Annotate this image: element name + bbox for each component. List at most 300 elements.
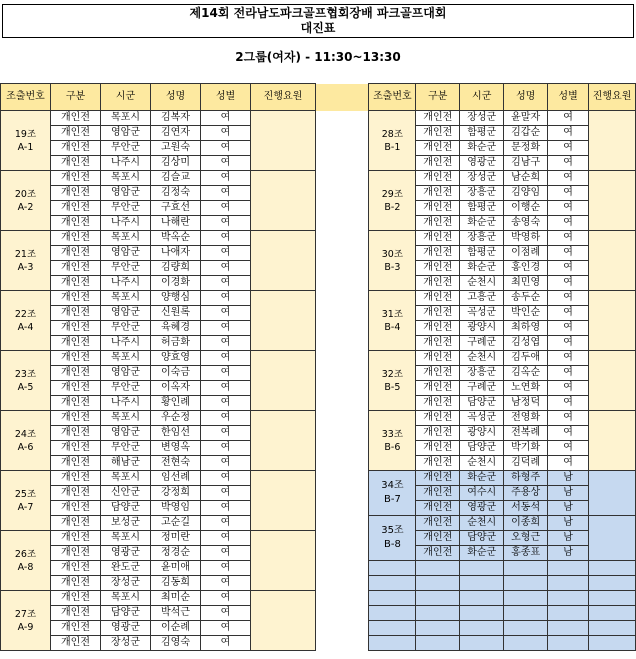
entry-name: 김상미 — [151, 156, 201, 171]
empty-cell — [589, 621, 636, 636]
col-staff: 진행요원 — [589, 84, 636, 111]
entry-type: 개인전 — [416, 381, 460, 396]
empty-cell — [548, 621, 589, 636]
entry-sex: 여 — [201, 291, 251, 306]
entry-sex: 여 — [201, 456, 251, 471]
column-gap — [316, 351, 335, 366]
staff-cell — [251, 111, 316, 171]
column-gap — [316, 336, 335, 351]
staff-cell — [589, 291, 636, 351]
empty-cell — [504, 576, 548, 591]
entry-city: 함평군 — [460, 126, 504, 141]
empty-cell — [416, 561, 460, 576]
entry-type: 개인전 — [51, 321, 101, 336]
entry-city: 무안군 — [101, 201, 151, 216]
entry-city: 영광군 — [101, 621, 151, 636]
entry-name: 양효영 — [151, 351, 201, 366]
column-gap — [334, 486, 369, 501]
entry-sex: 여 — [201, 561, 251, 576]
entry-type: 개인전 — [51, 426, 101, 441]
entry-city: 담양군 — [460, 396, 504, 411]
column-gap — [316, 156, 335, 171]
entry-city: 영암군 — [101, 126, 151, 141]
column-gap — [316, 186, 335, 201]
entry-name: 김동희 — [151, 576, 201, 591]
entry-name: 나해란 — [151, 216, 201, 231]
empty-cell — [504, 561, 548, 576]
empty-cell — [548, 576, 589, 591]
entry-city: 장성군 — [460, 171, 504, 186]
empty-cell — [548, 636, 589, 651]
entry-sex: 여 — [548, 396, 589, 411]
group-number: 23조 — [14, 368, 37, 380]
entry-type: 개인전 — [51, 261, 101, 276]
right-bracket-table — [334, 83, 636, 651]
entry-city: 순천시 — [460, 351, 504, 366]
entry-type: 개인전 — [416, 171, 460, 186]
entry-sex: 여 — [201, 216, 251, 231]
entry-type: 개인전 — [416, 156, 460, 171]
entry-type: 개인전 — [416, 336, 460, 351]
entry-city: 목포시 — [101, 531, 151, 546]
staff-cell — [589, 171, 636, 231]
bracket-label: 대진표 — [300, 21, 336, 35]
entry-type: 개인전 — [51, 336, 101, 351]
entry-type: 개인전 — [416, 531, 460, 546]
entry-sex: 여 — [201, 516, 251, 531]
entry-city: 신안군 — [101, 486, 151, 501]
column-gap — [316, 366, 335, 381]
column-gap — [316, 126, 335, 141]
table-row — [1, 171, 335, 186]
table-row — [334, 111, 636, 126]
column-gap — [316, 276, 335, 291]
empty-cell — [416, 636, 460, 651]
empty-cell — [460, 591, 504, 606]
column-gap — [316, 621, 335, 636]
entry-city: 영암군 — [101, 426, 151, 441]
entry-type: 개인전 — [51, 516, 101, 531]
entry-city: 화순군 — [460, 471, 504, 486]
group-cell — [1, 471, 51, 531]
column-gap — [334, 516, 369, 531]
column-gap — [316, 291, 335, 306]
entry-sex: 여 — [201, 636, 251, 651]
entry-sex: 여 — [548, 291, 589, 306]
entry-name: 김남구 — [504, 156, 548, 171]
staff-cell — [589, 516, 636, 561]
entry-sex: 여 — [548, 201, 589, 216]
staff-cell — [589, 231, 636, 291]
column-gap — [316, 396, 335, 411]
group-code: B-6 — [384, 441, 401, 453]
empty-cell — [589, 561, 636, 576]
entry-city: 순천시 — [460, 276, 504, 291]
entry-city: 목포시 — [101, 471, 151, 486]
group-number: 21조 — [14, 248, 37, 260]
col-type: 구분 — [416, 84, 460, 111]
entry-type: 개인전 — [51, 636, 101, 651]
entry-name: 윤미애 — [151, 561, 201, 576]
entry-city: 영암군 — [101, 306, 151, 321]
column-gap — [316, 141, 335, 156]
empty-cell — [504, 636, 548, 651]
entry-city: 무안군 — [101, 141, 151, 156]
table-row — [1, 231, 335, 246]
entry-city: 함평군 — [460, 201, 504, 216]
entry-city: 순천시 — [460, 516, 504, 531]
entry-name: 하형주 — [504, 471, 548, 486]
entry-sex: 여 — [201, 486, 251, 501]
column-gap — [316, 516, 335, 531]
entry-type: 개인전 — [51, 126, 101, 141]
group-code: A-5 — [17, 381, 34, 393]
column-gap — [316, 456, 335, 471]
entry-sex: 여 — [201, 111, 251, 126]
entry-type: 개인전 — [51, 441, 101, 456]
entry-name: 박옥순 — [151, 231, 201, 246]
entry-city: 영암군 — [101, 246, 151, 261]
column-gap — [316, 591, 335, 606]
entry-sex: 여 — [201, 321, 251, 336]
entry-city: 나주시 — [101, 216, 151, 231]
column-gap — [334, 381, 369, 396]
empty-cell — [589, 636, 636, 651]
entry-name: 김두애 — [504, 351, 548, 366]
entry-type: 개인전 — [51, 471, 101, 486]
entry-type: 개인전 — [51, 111, 101, 126]
column-gap — [334, 216, 369, 231]
entry-name: 변영옥 — [151, 441, 201, 456]
entry-city: 장흥군 — [460, 366, 504, 381]
group-number: 26조 — [14, 548, 37, 560]
entry-type: 개인전 — [51, 576, 101, 591]
entry-city: 목포시 — [101, 111, 151, 126]
entry-type: 개인전 — [51, 411, 101, 426]
entry-type: 개인전 — [416, 486, 460, 501]
entry-sex: 여 — [201, 531, 251, 546]
entry-city: 완도군 — [101, 561, 151, 576]
empty-row — [334, 606, 636, 621]
tournament-title: 제14회 전라남도파크골프협회장배 파크골프대회 — [189, 6, 447, 20]
group-cell — [369, 471, 416, 516]
group-number: 19조 — [14, 128, 37, 140]
entry-sex: 여 — [548, 156, 589, 171]
entry-city: 무안군 — [101, 261, 151, 276]
entry-name: 홍종표 — [504, 546, 548, 561]
column-gap — [334, 471, 369, 486]
column-gap — [334, 501, 369, 516]
entry-name: 나애자 — [151, 246, 201, 261]
group-cell — [1, 111, 51, 171]
entry-type: 개인전 — [51, 381, 101, 396]
staff-cell — [251, 531, 316, 591]
staff-cell — [251, 351, 316, 411]
column-gap — [334, 576, 369, 591]
entry-name: 김갑순 — [504, 126, 548, 141]
entry-city: 구례군 — [460, 336, 504, 351]
entry-type: 개인전 — [51, 456, 101, 471]
entry-name: 남순희 — [504, 171, 548, 186]
entry-name: 이순례 — [151, 621, 201, 636]
entry-sex: 여 — [201, 336, 251, 351]
entry-name: 이숙금 — [151, 366, 201, 381]
entry-city: 담양군 — [101, 501, 151, 516]
empty-cell — [369, 561, 416, 576]
entry-sex: 여 — [201, 381, 251, 396]
empty-cell — [369, 606, 416, 621]
entry-name: 김정숙 — [151, 186, 201, 201]
entry-type: 개인전 — [416, 441, 460, 456]
group-number: 28조 — [381, 128, 404, 140]
empty-cell — [460, 576, 504, 591]
column-gap — [316, 84, 335, 111]
group-cell — [1, 171, 51, 231]
column-gap — [334, 321, 369, 336]
entry-city: 곡성군 — [460, 411, 504, 426]
left-bracket-table — [0, 83, 335, 651]
entry-sex: 여 — [201, 591, 251, 606]
table-row — [334, 351, 636, 366]
entry-name: 최하영 — [504, 321, 548, 336]
entry-city: 나주시 — [101, 336, 151, 351]
entry-type: 개인전 — [416, 141, 460, 156]
column-gap — [316, 486, 335, 501]
group-number: 32조 — [381, 368, 404, 380]
entry-city: 목포시 — [101, 351, 151, 366]
entry-name: 박석근 — [151, 606, 201, 621]
entry-sex: 여 — [201, 276, 251, 291]
entry-type: 개인전 — [416, 216, 460, 231]
staff-cell — [589, 411, 636, 471]
column-gap — [316, 231, 335, 246]
entry-city: 목포시 — [101, 291, 151, 306]
table-row — [334, 516, 636, 531]
staff-cell — [251, 171, 316, 231]
group-code: A-9 — [17, 621, 34, 633]
entry-name: 김연자 — [151, 126, 201, 141]
column-gap — [334, 591, 369, 606]
empty-row — [334, 576, 636, 591]
entry-city: 보성군 — [101, 516, 151, 531]
column-gap — [316, 321, 335, 336]
entry-type: 개인전 — [416, 126, 460, 141]
entry-city: 나주시 — [101, 276, 151, 291]
col-sex: 성별 — [201, 84, 251, 111]
col-name: 성명 — [504, 84, 548, 111]
column-gap — [334, 441, 369, 456]
empty-cell — [369, 621, 416, 636]
group-code: B-2 — [384, 201, 401, 213]
entry-name: 김슬교 — [151, 171, 201, 186]
entry-type: 개인전 — [51, 201, 101, 216]
entry-sex: 여 — [548, 426, 589, 441]
entry-type: 개인전 — [51, 216, 101, 231]
col-group-number: 조출번호 — [1, 84, 51, 111]
group-code: B-7 — [383, 494, 401, 505]
entry-sex: 여 — [201, 501, 251, 516]
column-gap — [316, 381, 335, 396]
column-gap — [316, 216, 335, 231]
table-row — [1, 111, 335, 126]
entry-sex: 여 — [201, 606, 251, 621]
entry-type: 개인전 — [51, 396, 101, 411]
column-gap — [334, 156, 369, 171]
entry-name: 송영숙 — [504, 216, 548, 231]
entry-city: 영광군 — [101, 546, 151, 561]
empty-cell — [504, 621, 548, 636]
entry-name: 양행심 — [151, 291, 201, 306]
entry-type: 개인전 — [416, 186, 460, 201]
entry-name: 김복자 — [151, 111, 201, 126]
empty-row — [334, 591, 636, 606]
entry-type: 개인전 — [416, 276, 460, 291]
entry-sex: 여 — [201, 621, 251, 636]
entry-city: 무안군 — [101, 441, 151, 456]
column-gap — [316, 246, 335, 261]
entry-type: 개인전 — [51, 231, 101, 246]
group-code: B-8 — [383, 539, 401, 550]
group-cell — [1, 291, 51, 351]
entry-name: 윤말자 — [504, 111, 548, 126]
entry-name: 이행순 — [504, 201, 548, 216]
entry-city: 영암군 — [101, 366, 151, 381]
entry-type: 개인전 — [51, 366, 101, 381]
group-cell — [369, 516, 416, 561]
column-gap — [316, 501, 335, 516]
header-row — [334, 84, 636, 111]
entry-city: 목포시 — [101, 171, 151, 186]
entry-sex: 여 — [201, 441, 251, 456]
table-row — [1, 471, 335, 486]
entry-name: 박인순 — [504, 306, 548, 321]
empty-cell — [369, 576, 416, 591]
entry-type: 개인전 — [416, 501, 460, 516]
entry-name: 구효선 — [151, 201, 201, 216]
entry-name: 서동석 — [504, 501, 548, 516]
group-number: 34조 — [381, 480, 404, 491]
column-gap — [316, 606, 335, 621]
entry-sex: 여 — [548, 441, 589, 456]
entry-type: 개인전 — [51, 501, 101, 516]
entry-sex: 여 — [201, 576, 251, 591]
entry-sex: 여 — [201, 171, 251, 186]
group-code: A-4 — [17, 321, 34, 333]
entry-name: 이옥자 — [151, 381, 201, 396]
entry-sex: 여 — [201, 471, 251, 486]
entry-sex: 여 — [201, 126, 251, 141]
entry-type: 개인전 — [416, 321, 460, 336]
column-gap — [316, 426, 335, 441]
entry-city: 담양군 — [460, 441, 504, 456]
entry-name: 고원숙 — [151, 141, 201, 156]
entry-type: 개인전 — [51, 591, 101, 606]
entry-city: 목포시 — [101, 231, 151, 246]
empty-cell — [589, 591, 636, 606]
group-code: A-3 — [17, 261, 34, 273]
group-cell — [369, 291, 416, 351]
group-cell — [1, 411, 51, 471]
entry-city: 무안군 — [101, 381, 151, 396]
column-gap — [334, 621, 369, 636]
entry-type: 개인전 — [416, 231, 460, 246]
entry-sex: 남 — [548, 516, 589, 531]
staff-cell — [251, 411, 316, 471]
entry-city: 화순군 — [460, 216, 504, 231]
empty-cell — [589, 576, 636, 591]
staff-cell — [251, 591, 316, 651]
entry-sex: 여 — [548, 141, 589, 156]
column-gap — [316, 546, 335, 561]
column-gap — [316, 471, 335, 486]
column-gap — [334, 306, 369, 321]
column-gap — [334, 366, 369, 381]
empty-cell — [460, 636, 504, 651]
entry-sex: 여 — [548, 381, 589, 396]
entry-city: 구례군 — [460, 381, 504, 396]
column-gap — [334, 141, 369, 156]
entry-sex: 여 — [548, 216, 589, 231]
entry-name: 정경순 — [151, 546, 201, 561]
empty-row — [334, 561, 636, 576]
staff-cell — [251, 471, 316, 531]
staff-cell — [589, 471, 636, 516]
entry-city: 영암군 — [101, 186, 151, 201]
entry-name: 김성엽 — [504, 336, 548, 351]
entry-type: 개인전 — [51, 561, 101, 576]
entry-type: 개인전 — [416, 201, 460, 216]
entry-type: 개인전 — [51, 291, 101, 306]
entry-type: 개인전 — [416, 246, 460, 261]
entry-sex: 여 — [201, 246, 251, 261]
entry-sex: 여 — [201, 156, 251, 171]
column-gap — [334, 351, 369, 366]
entry-name: 신원록 — [151, 306, 201, 321]
empty-cell — [416, 591, 460, 606]
entry-sex: 여 — [548, 231, 589, 246]
group-cell — [1, 351, 51, 411]
entry-type: 개인전 — [416, 366, 460, 381]
entry-type: 개인전 — [51, 186, 101, 201]
col-type: 구분 — [51, 84, 101, 111]
group-code: A-1 — [17, 141, 34, 153]
entry-sex: 여 — [201, 426, 251, 441]
table-row — [1, 591, 335, 606]
entry-name: 육혜경 — [151, 321, 201, 336]
entry-name: 정미란 — [151, 531, 201, 546]
entry-name: 오형근 — [504, 531, 548, 546]
entry-city: 나주시 — [101, 156, 151, 171]
empty-cell — [416, 621, 460, 636]
group-code: B-3 — [384, 261, 401, 273]
entry-city: 고흥군 — [460, 291, 504, 306]
group-number: 27조 — [14, 608, 37, 620]
empty-cell — [369, 591, 416, 606]
table-row — [334, 471, 636, 486]
column-gap — [334, 561, 369, 576]
column-gap — [316, 636, 335, 651]
entry-name: 김덕례 — [504, 456, 548, 471]
entry-city: 순천시 — [460, 456, 504, 471]
entry-type: 개인전 — [416, 351, 460, 366]
entry-city: 광양시 — [460, 321, 504, 336]
entry-city: 장흥군 — [460, 231, 504, 246]
entry-type: 개인전 — [416, 471, 460, 486]
column-gap — [316, 306, 335, 321]
entry-sex: 여 — [548, 321, 589, 336]
column-gap — [334, 531, 369, 546]
entry-city: 영광군 — [460, 501, 504, 516]
